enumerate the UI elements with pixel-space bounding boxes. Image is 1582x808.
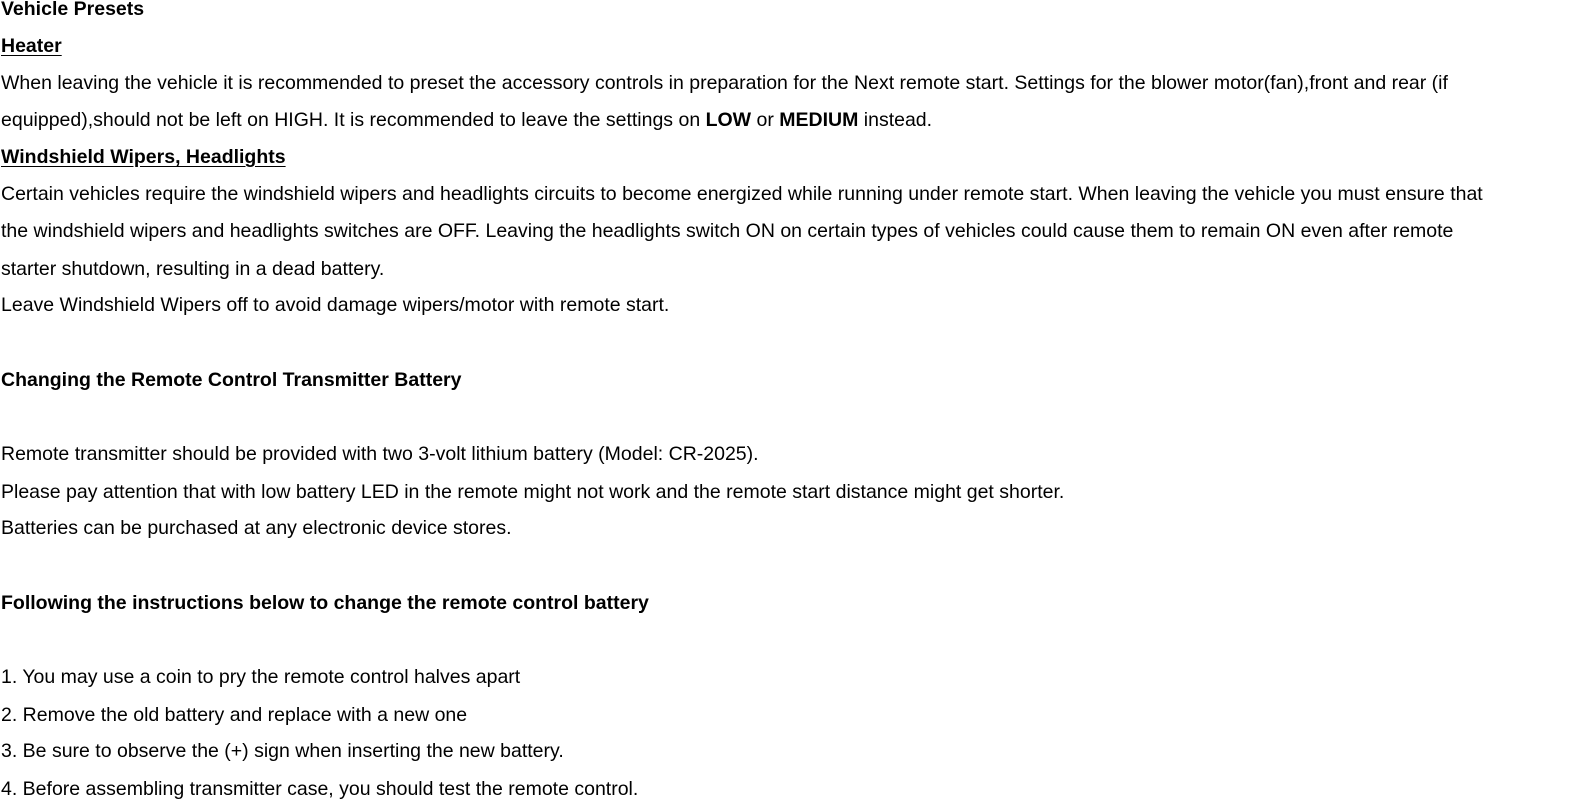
instruction-step: 3. Be sure to observe the (+) sign when inserting the new battery. [1,740,564,762]
instruction-step: 2. Remove the old battery and replace with a new one [1,704,468,726]
heading-wipers-headlights: Windshield Wipers, Headlights [1,146,286,168]
battery-line-2: Please pay attention that with low battery LED in the remote might not work and the remote start distance might get shorter. [1,481,1065,503]
instruction-step: 1. You may use a coin to pry the remote control halves apart [1,666,521,688]
section-title-vehicle-presets: Vehicle Presets [1,0,145,20]
heater-paragraph-line-2 [1,108,932,132]
instead-text: instead. [858,109,933,131]
heater-paragraph-line-1: When leaving the vehicle it is recommended to preset the accessory controls in preparation for the Next remote start. Settings for the blower motor(fan),front and rear (if [1,72,1448,94]
heading-heater: Heater [1,35,62,57]
low-setting-text: LOW [705,109,752,131]
section-title-instructions: Following the instructions below to change the remote control battery [1,592,649,614]
wipers-paragraph-line-4: Leave Windshield Wipers off to avoid damage wipers/motor with remote start. [1,294,670,316]
wipers-paragraph-line-3: starter shutdown, resulting in a dead battery. [1,258,385,280]
medium-setting-text: MEDIUM [779,109,859,131]
battery-line-1: Remote transmitter should be provided with two 3-volt lithium battery (Model: CR-2025). [1,443,759,465]
wipers-paragraph-line-1: Certain vehicles require the windshield wipers and headlights circuits to become energized while running under remote start. When leaving the vehicle you must ensure that [1,183,1483,205]
or-text: or [751,109,780,131]
heater-line-2-text: equipped),should not be left on HIGH. It is recommended to leave the settings on [1,109,706,131]
section-title-battery: Changing the Remote Control Transmitter Battery [1,369,462,391]
wipers-paragraph-line-2: the windshield wipers and headlights switches are OFF. Leaving the headlights switch ON on certain types of vehicles could cause them to remain ON even after remote [1,220,1454,242]
battery-line-3: Batteries can be purchased at any electronic device stores. [1,517,512,539]
instruction-step: 4. Before assembling transmitter case, you should test the remote control. [1,778,639,800]
